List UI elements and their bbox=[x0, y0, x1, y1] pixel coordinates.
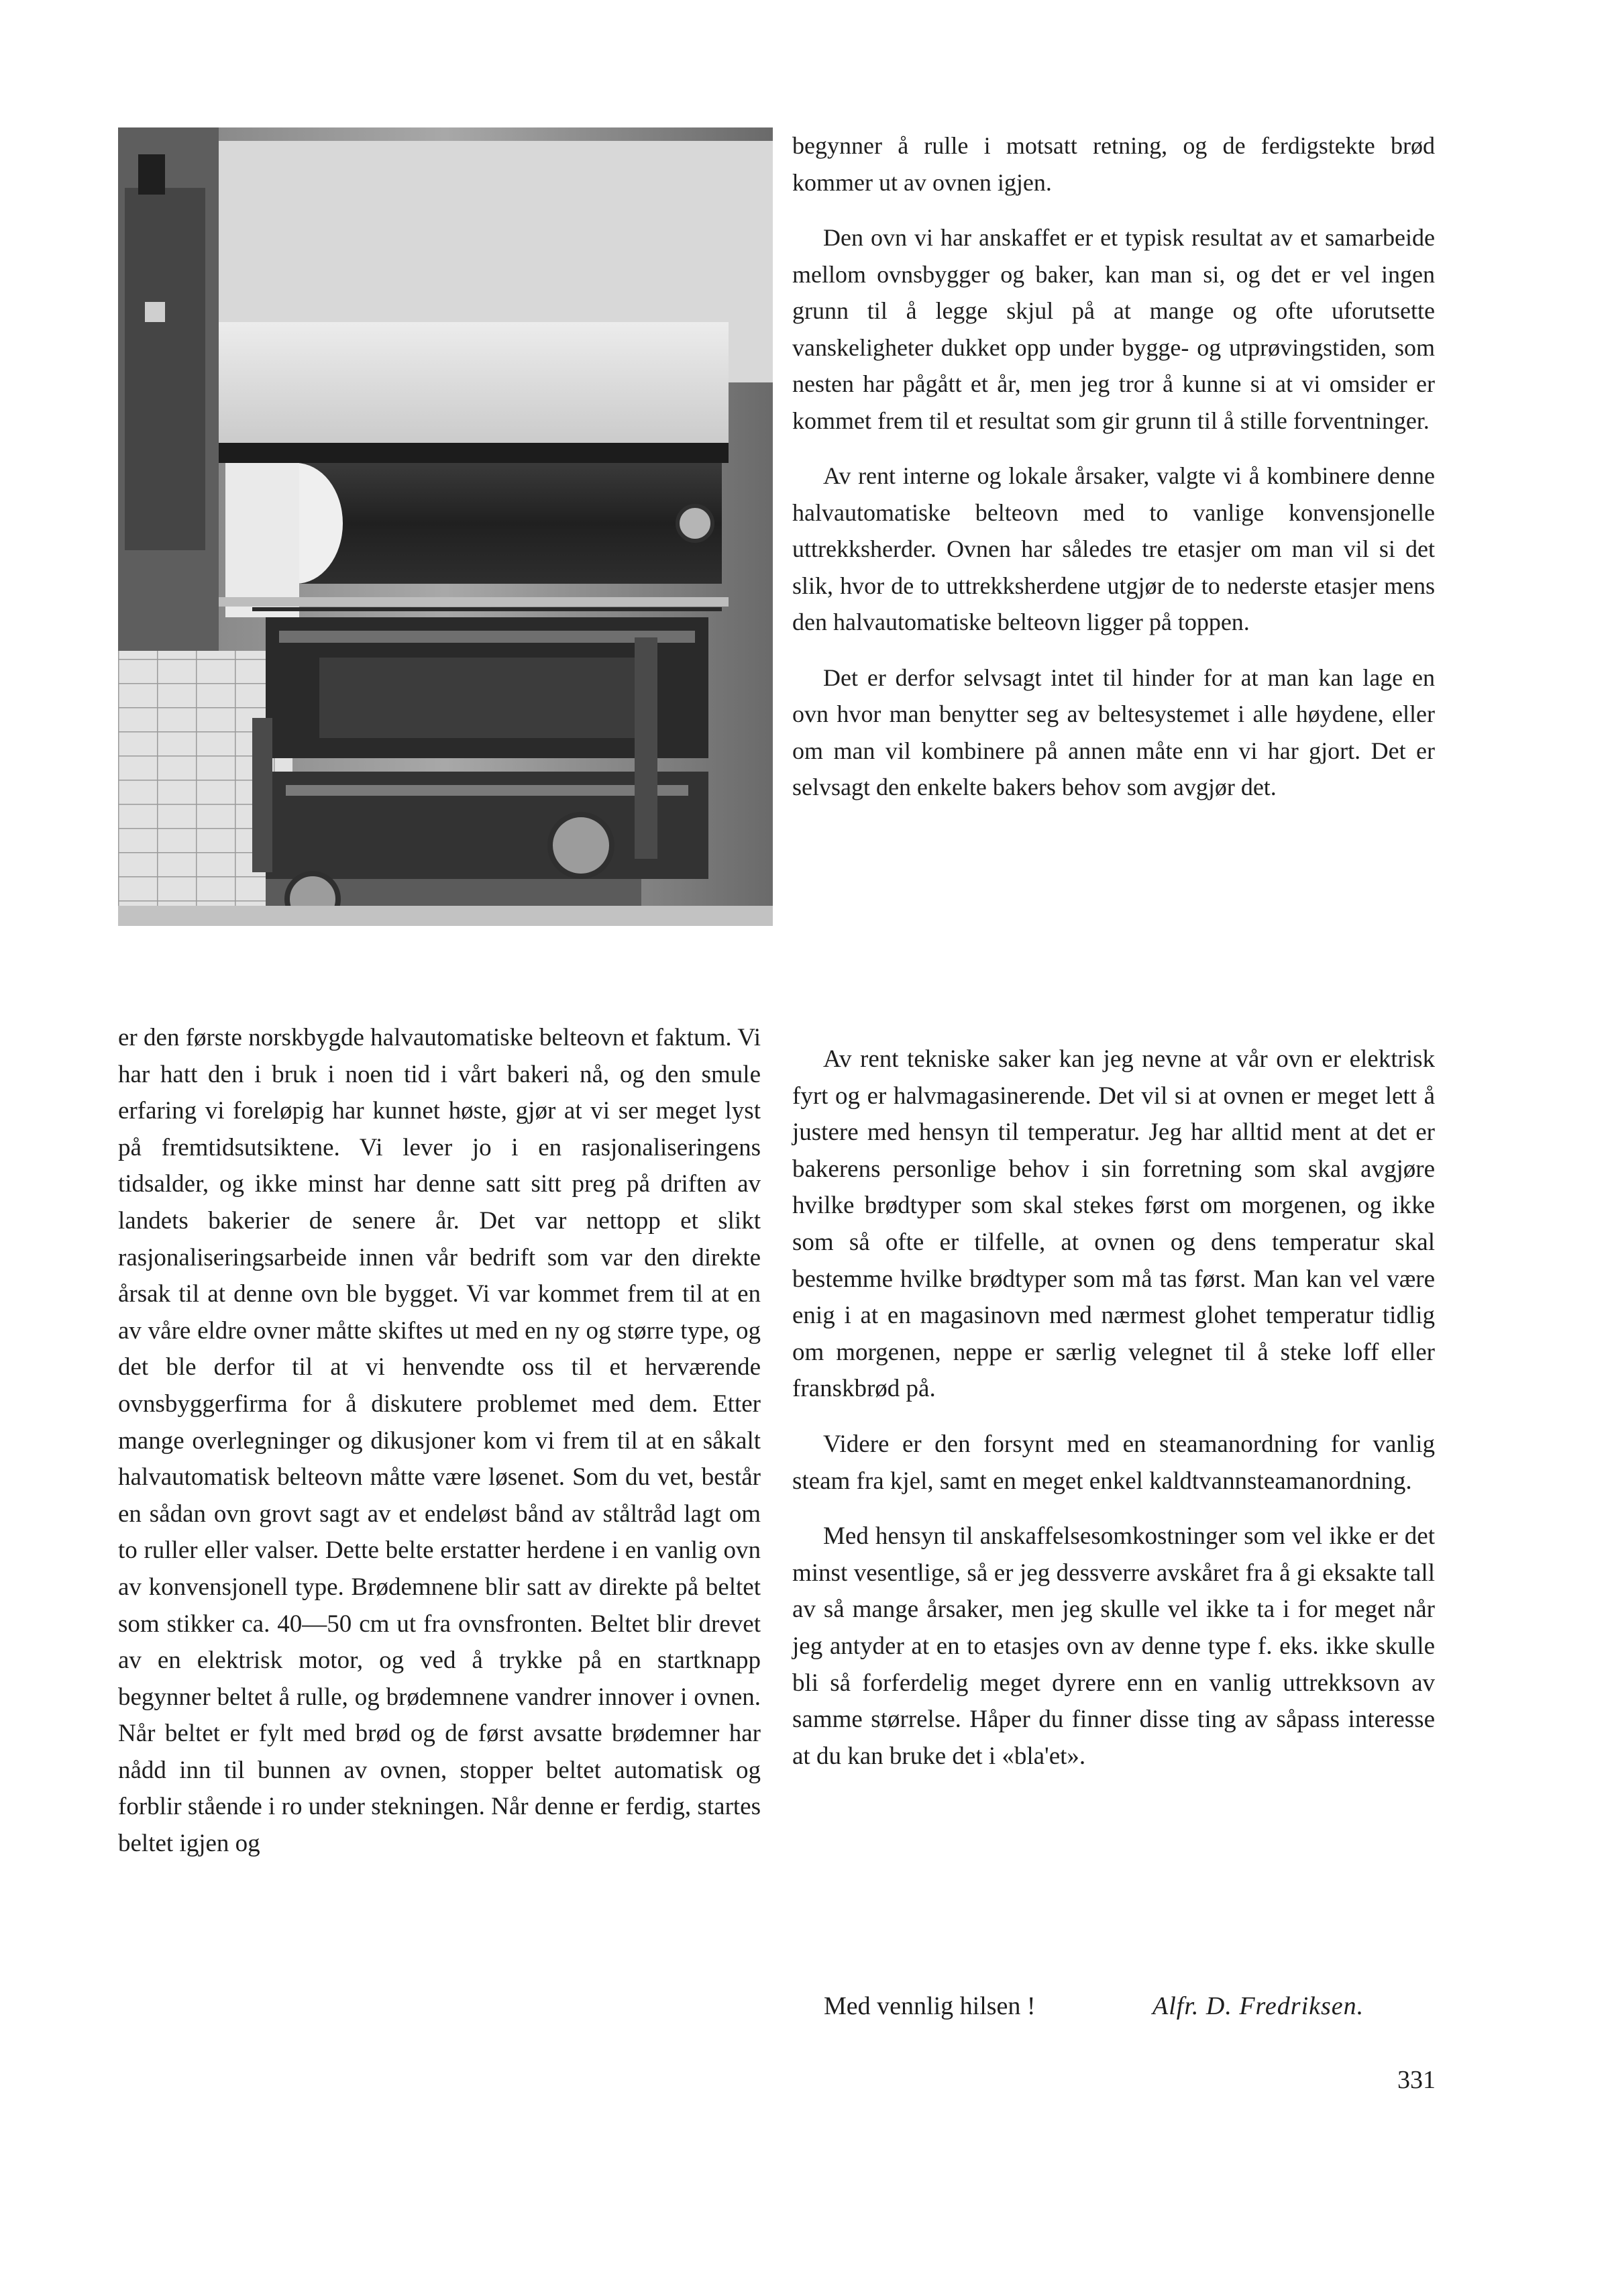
paragraph: er den første norskbygde halvautomatiske belteovn et faktum. Vi har hatt den i bruk i noen tid i vårt bakeri nå, og den smule erfaring vi foreløpig har kunnet høste, gjør at vi ser meget lyst på fremtidsutsiktene. Vi lever jo i en rasjonaliseringens tidsalder, og ikke minst har denne satt sitt preg på driften av landets bakerier de senere år. Det var nettopp et slikt rasjonaliseringsarbeide innen vår bedrift som var den direkte årsak til at denne ovn ble bygget. Vi var kommet frem til at en av våre eldre ovner måtte skiftes ut med en ny og større type, og det ble derfor til at vi henvendte oss til et herværende ovnsbyggerfirma for å diskutere problemet med dem. Etter mange overlegninger og dikusjoner kom vi frem til at en såkalt halvautomatisk belteovn måtte være løsenet. Som du vet, består en sådan ovn grovt sagt av et endeløst bånd av ståltråd lagt om to ruller eller valser. Dette belte erstatter herdene i en vanlig ovn av konvensjonell type. Brødemnene blir satt av direkte på beltet som stikker ca. 40—50 cm ut fra ovnsfronten. Beltet blir drevet av en elektrisk motor, og ved å trykke på en startknapp begynner beltet å rulle, og brødemnene vandrer innover i ovnen. Når beltet er fylt med brød og de først avsatte brødemner har nådd inn til bunnen av ovnen, stopper beltet automatisk og forblir stående i ro under stekningen. Når denne er ferdig, startes beltet igjen og bbox=[118, 1024, 761, 1858]
signature-line bbox=[824, 1986, 1428, 2026]
paragraph: Med hensyn til anskaffelsesomkostninger som vel ikke er det minst vesentlige, så er jeg dessverre avskåret fra å gi eksakte tall av så mange årsaker, men jeg skulle vel ikke ta i for meget når jeg antyder at en to etasjes ovn av denne type f. eks. ikke skulle bli så forferdelig meget dyrere enn en vanlig uttrekksovn av samme størrelse. Håper du finner disse ting av såpass interesse at du kan bruke det i «bla'et». bbox=[792, 1522, 1435, 1770]
closing-greeting: Med vennlig hilsen ! bbox=[824, 1992, 1036, 2020]
paragraph: Det er derfor selvsagt intet til hinder for at man kan lage en ovn hvor man benytter seg av beltesystemet i alle høydene, eller om man vil kombinere på annen måte enn vi har gjort. Det er selvsagt den enkelte bakers behov som avgjør det. bbox=[792, 664, 1435, 800]
article-column-top-right bbox=[792, 127, 1435, 825]
page-number: 331 bbox=[1397, 2066, 1436, 2094]
bakery-oven-photo bbox=[118, 127, 773, 926]
author-name: Alfr. D. Fredriksen. bbox=[1153, 1992, 1364, 2020]
paragraph: Av rent interne og lokale årsaker, valgte vi å kombinere denne halvautomatiske belteovn med to vanlige konvensjonelle uttrekksherder. Ovnen har således tre etasjer om man vil si det slik, hvor de to uttrekksherdene utgjør de to nederste etasjer mens den halvautomatiske belteovn ligger på toppen. bbox=[792, 462, 1435, 635]
paragraph: Den ovn vi har anskaffet er et typisk resultat av et samarbeide mellom ovnsbygger og baker, kan man si, og det er vel ingen grunn til å legge skjul på at mange og ofte uforutsette vanskeligheter dukket opp under bygge- og utprøvingstiden, som nesten har pågått et år, men jeg tror å kunne si at vi omsider er kommet frem til et resultat som gir grunn til å stille forventninger. bbox=[792, 224, 1435, 434]
article-column-bottom-left bbox=[118, 1020, 761, 1881]
oven-photo-drawing bbox=[118, 127, 773, 926]
paragraph: begynner å rulle i motsatt retning, og de ferdigstekte brød kommer ut av ovnen igjen. bbox=[792, 132, 1435, 196]
article-column-bottom-right bbox=[792, 1041, 1435, 1793]
paragraph: Videre er den forsynt med en steamanordning for vanlig steam fra kjel, samt en meget enkel kaldtvannsteamanordning. bbox=[792, 1430, 1435, 1495]
paragraph: Av rent tekniske saker kan jeg nevne at vår ovn er elektrisk fyrt og er halvmagasinerende. Det vil si at ovnen er meget lett å justere med hensyn til temperatur. Jeg har alltid ment at det er bakerens personlige behov i sin forretning som skal avgjøre hvilke brødtyper som skal stekes først om morgenen, og ikke som så ofte er tilfelle, at ovnen og dens temperatur skal bestemme hvilke brødtyper som må tas først. Man kan vel være enig i at en magasinovn med nærmest glohet temperatur tidlig om morgenen, neppe er særlig velegnet til å steke loff eller franskbrød på. bbox=[792, 1045, 1435, 1403]
